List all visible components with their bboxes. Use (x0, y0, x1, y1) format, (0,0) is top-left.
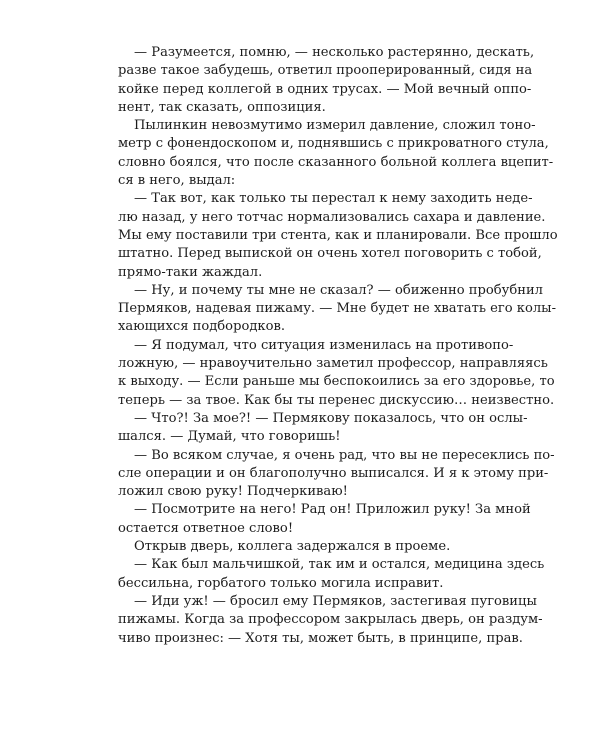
text-line: койке перед коллегой в одних трусах. — Мой вечный оппо- (118, 81, 532, 97)
body-text (118, 44, 558, 648)
text-line: — Как был мальчишкой, так им и остался, медицина здесь (134, 557, 545, 573)
text-line: — Посмотрите на него! Рад он! Приложил руку! За мной (134, 502, 531, 518)
text-line: прямо-таки жаждал. (118, 264, 263, 280)
text-line: — Иди уж! — бросил ему Пермяков, застегивая пуговицы (134, 593, 537, 609)
text-line: Пермяков, надевая пижаму. — Мне будет не хватать его колы- (118, 301, 556, 317)
text-line: пижамы. Когда за профессором закрылась дверь, он раздум- (118, 612, 543, 628)
text-line: лю назад, у него тотчас нормализовались сахара и давление. (118, 209, 546, 225)
text-line: — Что?! За мое?! — Пермякову показалось, что он ослы- (134, 410, 528, 426)
text-line: к выходу. — Если раньше мы беспокоились за его здоровье, то (118, 374, 555, 390)
text-line: Открыв дверь, коллега задержался в проеме. (134, 539, 451, 555)
text-line: ложную, — нравоучительно заметил профессор, направляясь (118, 356, 548, 372)
text-line: разве такое забудешь, ответил прооперированный, сидя на (118, 63, 533, 79)
text-line: штатно. Перед выпиской он очень хотел поговорить с тобой, (118, 246, 542, 262)
text-line: чиво произнес: — Хотя ты, может быть, в принципе, прав. (118, 630, 523, 646)
text-line: — Так вот, как только ты перестал к нему заходить неде- (134, 191, 533, 207)
text-line: Пылинкин невозмутимо измерил давление, сложил тоно- (134, 118, 536, 134)
text-line: ложил свою руку! Подчеркиваю! (118, 484, 348, 500)
text-line: сле операции и он благополучно выписался. И я к этому при- (118, 465, 549, 481)
text-line: метр с фонендоскопом и, поднявшись с прикроватного стула, (118, 136, 549, 152)
text-line: нент, так сказать, оппозиция. (118, 99, 326, 115)
text-line: ся в него, выдал: (118, 173, 236, 189)
text-line: остается ответное слово! (118, 520, 294, 536)
text-line: — Разумеется, помню, — несколько растерянно, дескать, (134, 45, 535, 60)
text-line: теперь — за твое. Как бы ты перенес дискуссию… неизвестно. (118, 392, 555, 408)
text-line: словно боялся, что после сказанного больной коллега вцепит- (118, 154, 554, 170)
text-line: бессильна, горбатого только могила исправит. (118, 575, 444, 591)
text-line: — Ну, и почему ты мне не сказал? — обиженно пробубнил (134, 282, 543, 298)
text-line: шался. — Думай, что говоришь! (118, 429, 341, 445)
text-line: — Во всяком случае, я очень рад, что вы не пересеклись по- (134, 447, 555, 463)
text-line: — Я подумал, что ситуация изменилась на противопо- (134, 337, 514, 353)
text-line: Мы ему поставили три стента, как и планировали. Все прошло (118, 227, 558, 243)
text-line: хающихся подбородков. (118, 319, 285, 335)
